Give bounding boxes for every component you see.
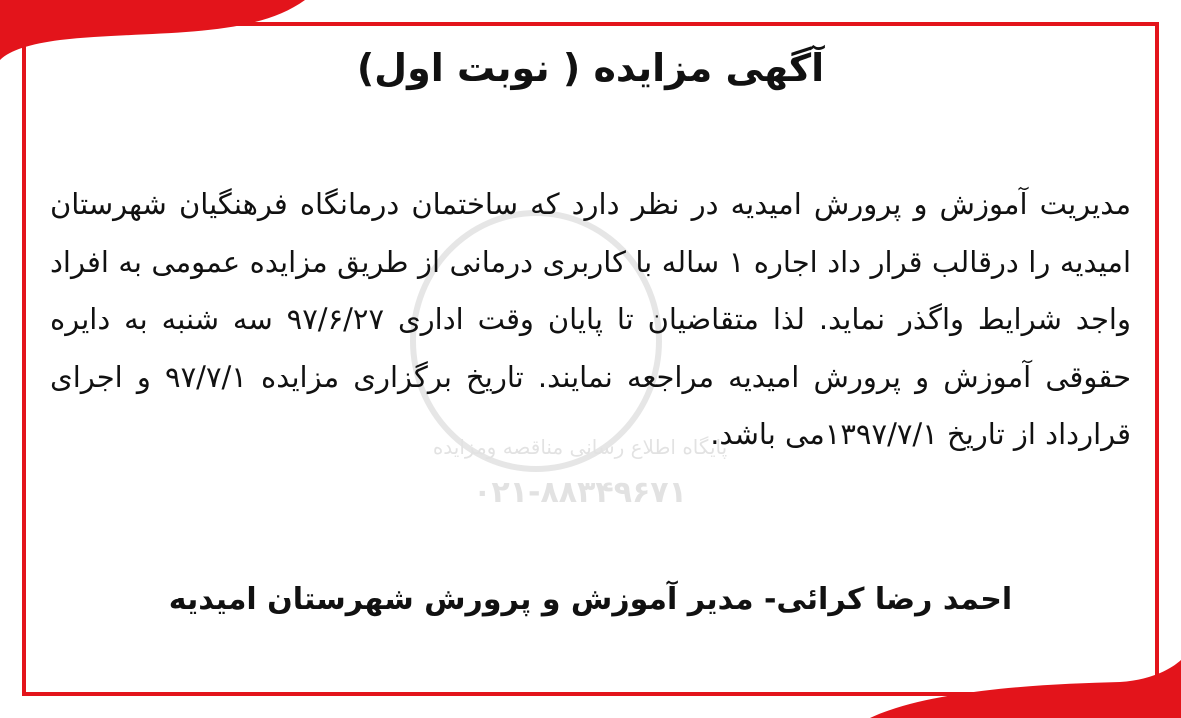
bottom-right-red-swoosh [870, 660, 1181, 718]
watermark-caption: پایگاه اطلاع رسانی مناقصه ومزایده [432, 435, 728, 459]
notice-title: آگهی مزایده ( نوبت اول) [356, 46, 825, 90]
notice-body: مدیریت آموزش و پرورش امیدیه در نظر دارد که ساختمان درمانگاه فرهنگیان شهرستان امیدیه را درقالب قرار داد اجاره ۱ ساله با کاربری درمانی از طریق مزایده عمومی به افراد واجد شرایط واگذر نماید. لذا متقاضیان تا پایان وقت اداری ۹۷/۶/۲۷ سه شنبه به دایره حقوقی آموزش و پرورش امیدیه مراجعه نمایند. تاریخ برگزاری مزایده ۹۷/۷/۱ و اجرای قرارداد از تاریخ ۱۳۹۷/۷/۱می باشد. [50, 187, 1132, 451]
notice-signature: احمد رضا کرائی- مدیر آموزش و پرورش شهرستان امیدیه [168, 582, 1013, 617]
watermark-phone: ۰۲۱-۸۸۳۴۹۶۷۱ [473, 475, 687, 510]
